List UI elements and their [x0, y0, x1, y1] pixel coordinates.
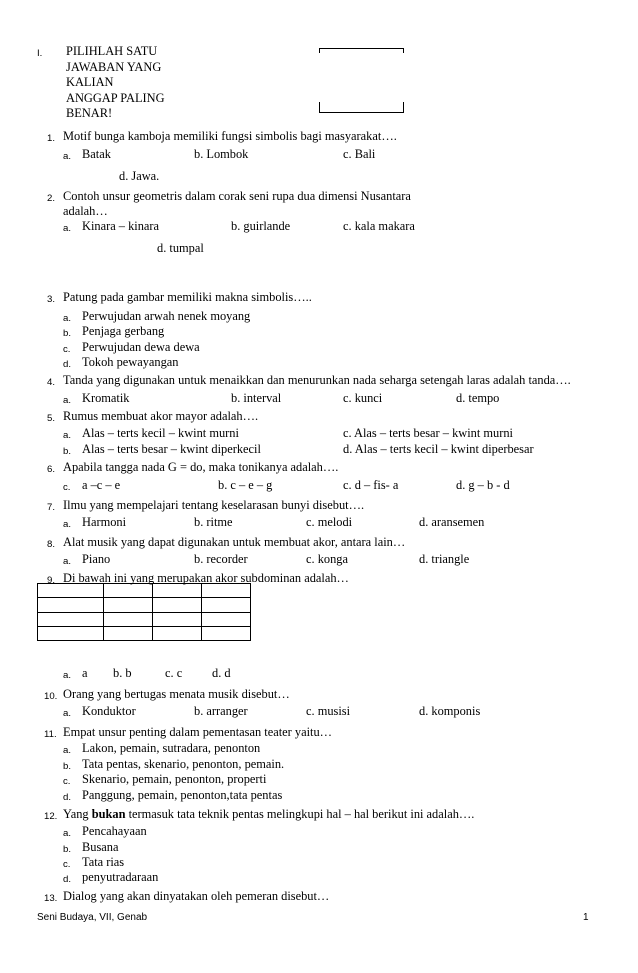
option-c: c. musisi — [306, 704, 351, 718]
option-letter: a. — [63, 745, 72, 756]
table-cell — [38, 598, 104, 612]
option-letter: a. — [63, 395, 72, 406]
option-letter: b. — [63, 328, 72, 339]
option-d: d. g – b - d — [456, 478, 510, 492]
question-number: 13. — [44, 893, 58, 904]
question-text-emphasis: bukan — [91, 807, 126, 821]
option-c: Skenario, pemain, penonton, properti — [82, 772, 267, 786]
option-d: d. triangle — [419, 552, 470, 566]
table-cell — [153, 598, 202, 612]
table-cell — [202, 584, 251, 598]
option-letter: d. — [63, 792, 72, 803]
question-number: 1. — [47, 133, 56, 144]
option-d: Panggung, pemain, penonton,tata pentas — [82, 788, 283, 802]
option-b: b. Lombok — [194, 147, 249, 161]
option-c: c. kunci — [343, 391, 383, 405]
option-letter: c. — [63, 482, 71, 493]
option-a: a — [82, 666, 88, 680]
option-c: c. Bali — [343, 147, 376, 161]
option-letter: b. — [63, 761, 72, 772]
question-text: Orang yang bertugas menata musik disebut… — [63, 687, 290, 701]
option-c: c. konga — [306, 552, 348, 566]
option-b: Alas – terts besar – kwint diperkecil — [82, 442, 261, 456]
question-number: 5. — [47, 413, 56, 424]
instruction-line: ANGGAP PALING — [66, 91, 165, 105]
question-text: Ilmu yang mempelajari tentang keselarasan bunyi disebut…. — [63, 498, 365, 512]
option-d: d. tempo — [456, 391, 500, 405]
question-text: Alat musik yang dapat digunakan untuk membuat akor, antara lain… — [63, 535, 406, 549]
option-a: Piano — [82, 552, 111, 566]
table-cell — [104, 612, 153, 626]
option-letter: a. — [63, 828, 72, 839]
table-row — [38, 612, 251, 626]
question-text: Motif bunga kamboja memiliki fungsi simbolis bagi masyarakat…. — [63, 129, 397, 143]
option-a: Lakon, pemain, sutradara, penonton — [82, 741, 261, 755]
table-cell — [153, 584, 202, 598]
question-text: Dialog yang akan dinyatakan oleh pemeran disebut… — [63, 889, 330, 903]
instruction-line: BENAR! — [66, 106, 113, 120]
option-c: c. c — [165, 666, 183, 680]
option-a: Batak — [82, 147, 111, 161]
option-c: c. Alas – terts besar – kwint murni — [343, 426, 513, 440]
option-d: penyutradaraan — [82, 870, 159, 884]
question-text: Contoh unsur geometris dalam corak seni rupa dua dimensi Nusantara — [63, 189, 411, 203]
table-cell — [38, 584, 104, 598]
option-letter: a. — [63, 708, 72, 719]
question-number: 11. — [44, 729, 57, 740]
question-number: 4. — [47, 377, 56, 388]
option-letter: a. — [63, 670, 72, 681]
option-letter: b. — [63, 446, 72, 457]
option-letter: a. — [63, 223, 72, 234]
option-c: c. d – fis- a — [343, 478, 399, 492]
option-letter: d. — [63, 359, 72, 370]
table-cell — [202, 626, 251, 640]
option-letter: c. — [63, 776, 71, 787]
option-b: b. c – e – g — [218, 478, 273, 492]
question-text: Tanda yang digunakan untuk menaikkan dan menurunkan nada seharga setengah laras adalah tanda…. — [63, 373, 571, 387]
table-cell — [104, 626, 153, 640]
question-number: 9. — [47, 575, 56, 586]
question-text: Rumus membuat akor mayor adalah…. — [63, 409, 259, 423]
question-text: Empat unsur penting dalam pementasan teater yaitu… — [63, 725, 333, 739]
option-letter: c. — [63, 344, 71, 355]
instruction-line: KALIAN — [66, 75, 114, 89]
table-cell — [202, 612, 251, 626]
option-b: b. recorder — [194, 552, 248, 566]
question-number: 7. — [47, 502, 56, 513]
empty-answer-box — [319, 48, 404, 113]
option-b: Tata pentas, skenario, penonton, pemain. — [82, 757, 285, 771]
question-number: 6. — [47, 464, 56, 475]
question-text: adalah… — [63, 204, 108, 218]
option-b: Penjaga gerbang — [82, 324, 165, 338]
question-number: 3. — [47, 294, 56, 305]
option-letter: d. — [63, 874, 72, 885]
question-number: 2. — [47, 193, 56, 204]
instruction-line: JAWABAN YANG — [66, 60, 162, 74]
question-text: Apabila tangga nada G = do, maka tonikanya adalah…. — [63, 460, 339, 474]
section-number: I. — [37, 48, 43, 59]
option-b: b. b — [113, 666, 132, 680]
option-a: Harmoni — [82, 515, 127, 529]
table-row — [38, 584, 251, 598]
table-cell — [38, 612, 104, 626]
question-text — [63, 807, 474, 822]
option-letter: a. — [63, 430, 72, 441]
empty-chord-table — [37, 583, 251, 641]
question-text: Di bawah ini yang merupakan akor subdominan adalah… — [63, 571, 349, 585]
page-number: 1 — [583, 912, 589, 923]
table-row — [38, 626, 251, 640]
option-b: b. interval — [231, 391, 282, 405]
question-text: Patung pada gambar memiliki makna simbolis….. — [63, 290, 312, 304]
option-d: d. komponis — [419, 704, 481, 718]
option-b: b. arranger — [194, 704, 248, 718]
option-a: Alas – terts kecil – kwint murni — [82, 426, 239, 440]
footer-text: Seni Budaya, VII, Genab — [37, 912, 148, 923]
option-d: Tokoh pewayangan — [82, 355, 179, 369]
question-number: 12. — [44, 811, 58, 822]
option-letter: a. — [63, 519, 72, 530]
option-d: d. tumpal — [157, 241, 204, 255]
option-d: d. d — [212, 666, 231, 680]
option-letter: a. — [63, 313, 72, 324]
option-d: d. aransemen — [419, 515, 485, 529]
question-number: 10. — [44, 691, 58, 702]
table-cell — [38, 626, 104, 640]
question-text-post: termasuk tata teknik pentas melingkupi hal – hal berikut ini adalah…. — [125, 807, 475, 821]
option-letter: b. — [63, 844, 72, 855]
option-c: Perwujudan dewa dewa — [82, 340, 200, 354]
option-a: Perwujudan arwah nenek moyang — [82, 309, 251, 323]
table-row — [38, 598, 251, 612]
question-number: 8. — [47, 539, 56, 550]
question-text-pre: Yang — [63, 807, 92, 821]
table-cell — [153, 612, 202, 626]
option-b: Busana — [82, 840, 119, 854]
option-letter: c. — [63, 859, 71, 870]
table-cell — [104, 584, 153, 598]
table-cell — [104, 598, 153, 612]
option-b: b. ritme — [194, 515, 233, 529]
option-c: Tata rias — [82, 855, 125, 869]
option-a: a –c – e — [82, 478, 121, 492]
option-letter: a. — [63, 151, 72, 162]
table-cell — [202, 598, 251, 612]
option-c: c. kala makara — [343, 219, 415, 233]
option-letter: a. — [63, 556, 72, 567]
option-c: c. melodi — [306, 515, 353, 529]
option-d: d. Jawa. — [119, 169, 160, 183]
option-a: Pencahayaan — [82, 824, 147, 838]
option-d: d. Alas – terts kecil – kwint diperbesar — [343, 442, 534, 456]
option-a: Kromatik — [82, 391, 130, 405]
option-a: Kinara – kinara — [82, 219, 160, 233]
table-cell — [153, 626, 202, 640]
option-b: b. guirlande — [231, 219, 291, 233]
instruction-line: PILIHLAH SATU — [66, 44, 158, 58]
option-a: Konduktor — [82, 704, 136, 718]
